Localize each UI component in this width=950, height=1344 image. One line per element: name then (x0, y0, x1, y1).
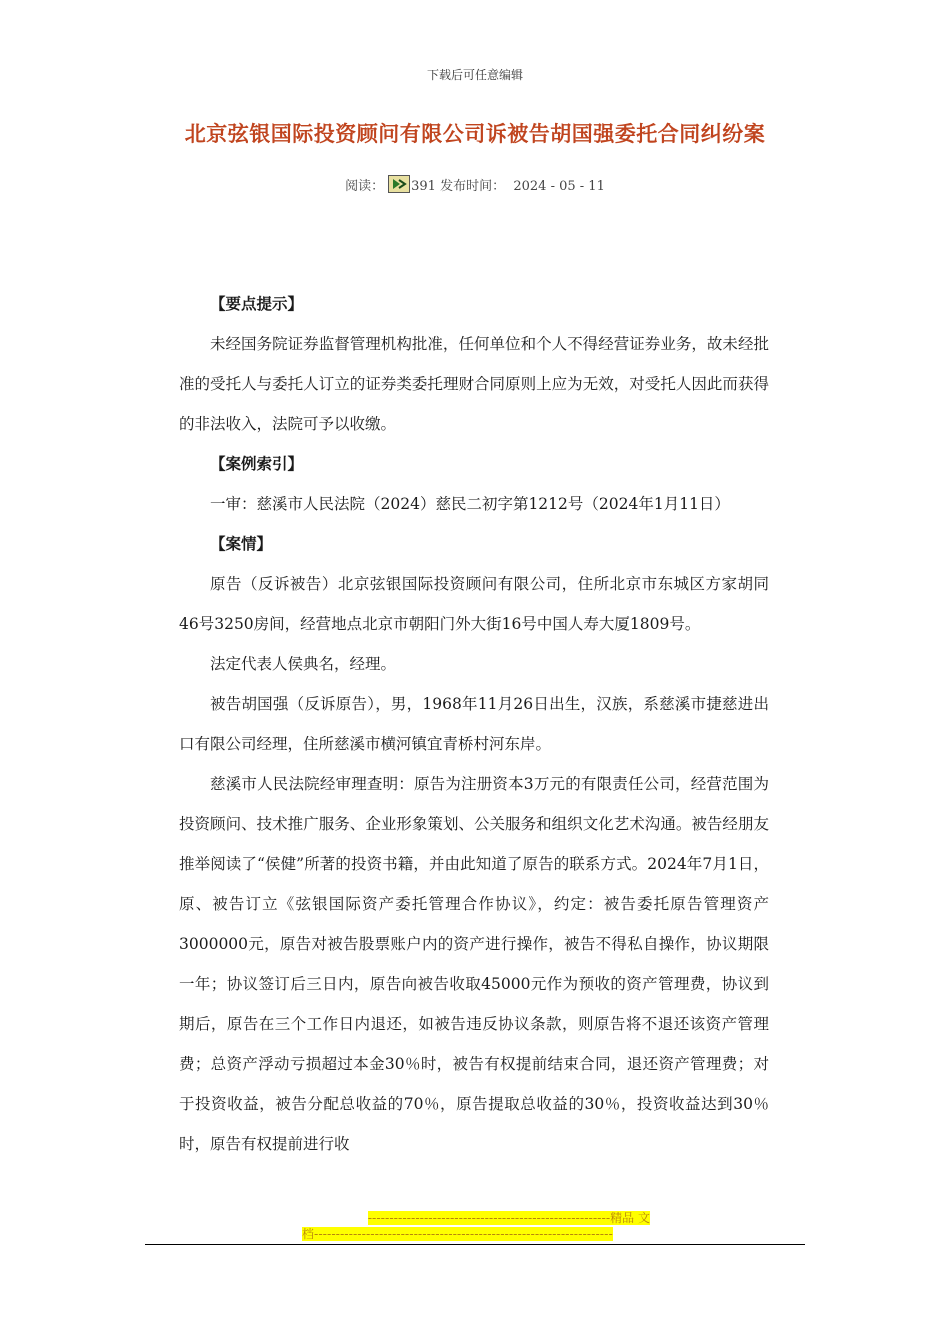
header-note: 下载后可任意编辑 (426, 68, 523, 82)
paragraph: 慈溪市人民法院经审理查明：原告为注册资本3万元的有限责任公司，经营范围为投资顾问、技术推广服务、企业形象策划、公关服务和组织文化艺术沟通。被告经朋友推举阅读了“侯健”所著的投资书籍，并由此知道了原告的联系方式。2024年7月1日，原、被告订立《弦银国际资产委托管理合作协议》，约定：被告委托原告管理资产3000000元，原告对被告股票账户内的资产进行操作，被告不得私自操作，协议期限一年；协议签订后三日内，原告向被告收取45000元作为预收的资产管理费，协议到期后，原告在三个工作日内退还，如被告违反协议条款，则原告将不退还该资产管理费；总资产浮动亏损超过本金30％时，被告有权提前结束合同，退还资产管理费；对于投资收益，被告分配总收益的70％，原告提取总收益的30％，投资收益达到30％时，原告有权提前进行收 (179, 775, 769, 1153)
section-heading-case-facts: 【案情】 (210, 535, 273, 553)
page-title: 北京弦银国际投资顾问有限公司诉被告胡国强委托合同纠纷案 (184, 122, 766, 146)
paragraph: 一审：慈溪市人民法院（2024）慈民二初字第1212号（2024年1月11日） (210, 495, 730, 513)
paragraph: 未经国务院证券监督管理机构批准，任何单位和个人不得经营证券业务，故未经批准的受托人与委托人订立的证券类委托理财合同原则上应为无效，对受托人因此而获得的非法收入，法院可予以收缴。 (179, 335, 769, 433)
section-heading-key-points: 【要点提示】 (210, 295, 304, 313)
paragraph: 法定代表人侯典名，经理。 (210, 655, 397, 673)
footer-line-2: 档--------------------------------------------------------------------- (302, 1227, 613, 1241)
read-count-icon (388, 175, 410, 193)
article-meta (0, 175, 950, 194)
paragraph: 原告（反诉被告）北京弦银国际投资顾问有限公司，住所北京市东城区方家胡同46号3250房间，经营地点北京市朝阳门外大街16号中国人寿大厦1809号。 (179, 575, 769, 633)
paragraph: 被告胡国强（反诉原告），男，1968年11月26日出生，汉族，系慈溪市捷慈进出口有限公司经理，住所慈溪市横河镇宜青桥村河东岸。 (179, 695, 769, 753)
section-heading-case-index: 【案例索引】 (210, 455, 304, 473)
footer-divider (145, 1244, 805, 1245)
read-count: 391 (411, 179, 436, 194)
read-label: 阅读： (345, 179, 385, 194)
footer-line-1: --------------------------------------------------------精品 文 (367, 1211, 650, 1225)
publish-date: 发布时间： 2024 - 05 - 11 (435, 179, 605, 194)
article-body (179, 284, 769, 1164)
footer-watermark (302, 1210, 650, 1242)
